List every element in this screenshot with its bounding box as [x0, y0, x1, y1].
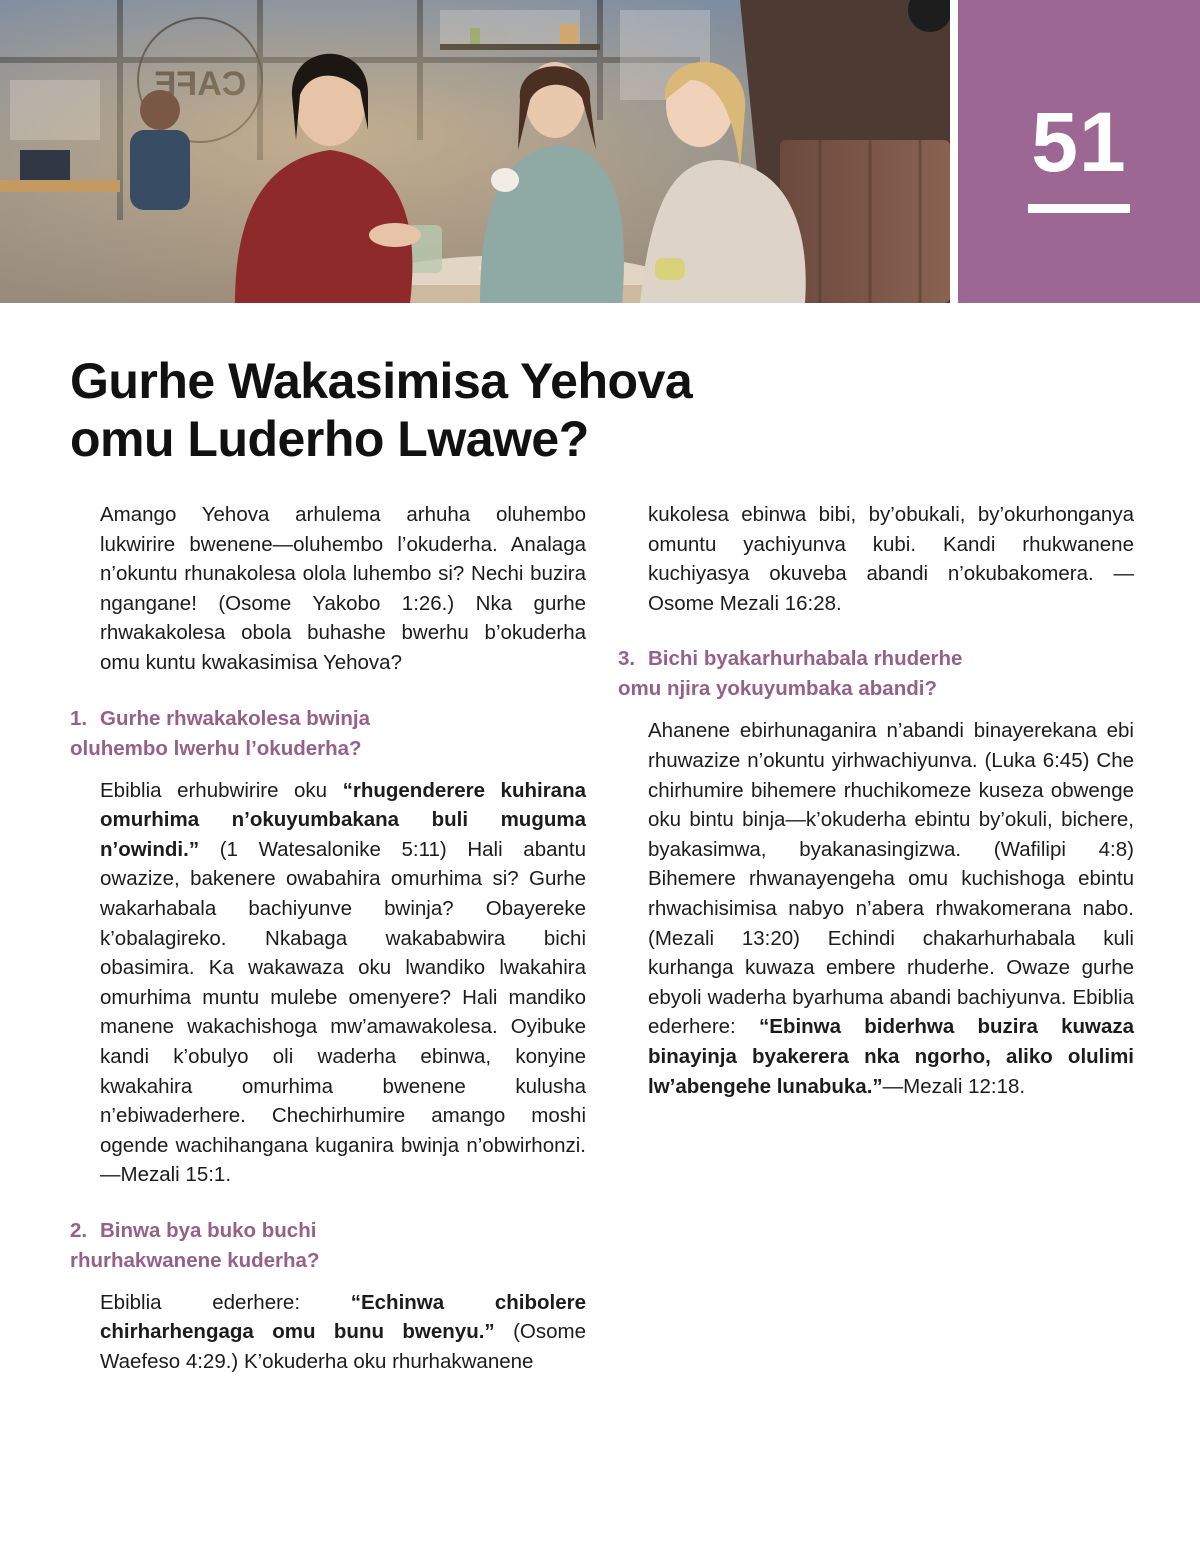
section-2-text-continued: kukolesa ebinwa bibi, by’obukali, by’okurhonganya omuntu yachiyunva kubi. Kandi rhukwanene kuchiyasya okuveba abandi n’okubakomera. —Osome Mezali 16:28. — [648, 503, 1134, 615]
section-3-heading-line-1: Bichi byakarhurhabala rhuderhe — [648, 647, 963, 671]
right-column — [618, 500, 1134, 1101]
lesson-number-underline — [1028, 204, 1130, 213]
section-1-quote: “rhugenderere kuhirana omurhima n’okuyumbakana buli muguma n’owindi.” — [100, 778, 586, 861]
section-1-heading-line-1: Gurhe rhwakakolesa bwinja — [100, 706, 371, 730]
section-1-number: 1. — [70, 706, 88, 730]
page-title — [70, 352, 830, 468]
section-2-paragraph — [100, 1288, 586, 1377]
lesson-number-box — [958, 0, 1200, 303]
section-3-quote: “Ebinwa biderhwa buzira kuwaza binayinja byakerera nka ngorho, aliko olulimi lw’abengehe lunabuka.” — [648, 1015, 1135, 1098]
lesson-number: 51 — [1031, 95, 1127, 189]
section-2-text-before: Ebiblia ederhere: — [100, 1290, 351, 1314]
section-3-paragraph — [648, 716, 1134, 1101]
section-2-number: 2. — [70, 1218, 88, 1242]
left-column — [70, 500, 586, 1377]
section-1-text-after: (1 Watesalonike 5:11) Hali abantu owazize, bakenere owabahira omurhima si? Gurhe wakarhabala bachiyunve bwinja? Obayereke k’obalagireko. Nkabaga wakababwira bichi obasimira. Ka wakawaza oku lwandiko lwakahira omurhima muntu mulebe omenyere? Hali mandiko manene wakachishoga mw’amawakolesa. Oyibuke kandi k’obulyo oli waderha ebinwa, konyine kwakahira omurhima bwenene kulusha n’ebiwaderhere. Chechirhumire amango moshi ogende wachihangana kuganira bwinja n’obwirhonzi.—Mezali 15:1. — [100, 837, 586, 1187]
section-2-heading — [70, 1216, 586, 1276]
section-1-heading-line-2: oluhembo lwerhu l’okuderha? — [70, 736, 362, 760]
section-2-text-after: (Osome Waefeso 4:29.) K’okuderha oku rhurhakwanene — [100, 1320, 586, 1374]
section-3-heading — [618, 644, 1134, 704]
header-photo — [0, 0, 950, 303]
section-2-paragraph-continued — [648, 500, 1134, 618]
cafe-scene-illustration — [0, 0, 950, 303]
section-1-text-before: Ebiblia erhubwirire oku — [100, 778, 343, 802]
section-2-heading-line-1: Binwa bya buko buchi — [100, 1218, 317, 1242]
page-title-line-2: omu Luderho Lwawe? — [70, 411, 589, 467]
section-3-text-before: Ahanene ebirhunaganira n’abandi binayerekana ebi rhuwazize n’okuntu yirhwachiyunva. (Luka 6:45) Che chirhumire bihemere rhuchikomeze kuseza obwenge oku bintu binja—k’okuderha ebintu by’okuli, bichere, byakasimwa, byakanasingizwa. (Wafilipi 4:8) Bihemere rhwanayengeha omu kuchishoga ebintu rhwachisimisa nabyo n’abera rhwakomerana nabo. (Mezali 13:20) Echindi chakarhurhabala kuli kurhanga kuwaza embere rhuderhe. Owaze gurhe ebyoli waderha byarhuma abandi bachiyunva. Ebiblia ederhere: — [648, 719, 1134, 1039]
page-title-line-1: Gurhe Wakasimisa Yehova — [70, 353, 693, 409]
intro-paragraph: Amango Yehova arhulema arhuha oluhembo lukwirire bwenene—oluhembo l’okuderha. Analaga n’okuntu rhunakolesa olola luhembo si? Nechi buzira ngangane! (Osome Yakobo 1:26.) Nka gurhe rhwakakolesa obola buhashe bwerhu b’okuderha omu kuntu kwakasimisa Yehova? — [100, 503, 586, 674]
section-3-text-after: —Mezali 12:18. — [882, 1074, 1026, 1098]
section-1-paragraph — [100, 776, 586, 1190]
section-2-quote: “Echinwa chibolere chirharhengaga omu bunu bwenyu.” — [100, 1290, 586, 1344]
section-3-number: 3. — [618, 647, 636, 671]
section-2-heading-line-2: rhurhakwanene kuderha? — [70, 1248, 320, 1272]
section-1-heading — [70, 704, 586, 764]
section-3-heading-line-2: omu njira yokuyumbaka abandi? — [618, 677, 937, 701]
